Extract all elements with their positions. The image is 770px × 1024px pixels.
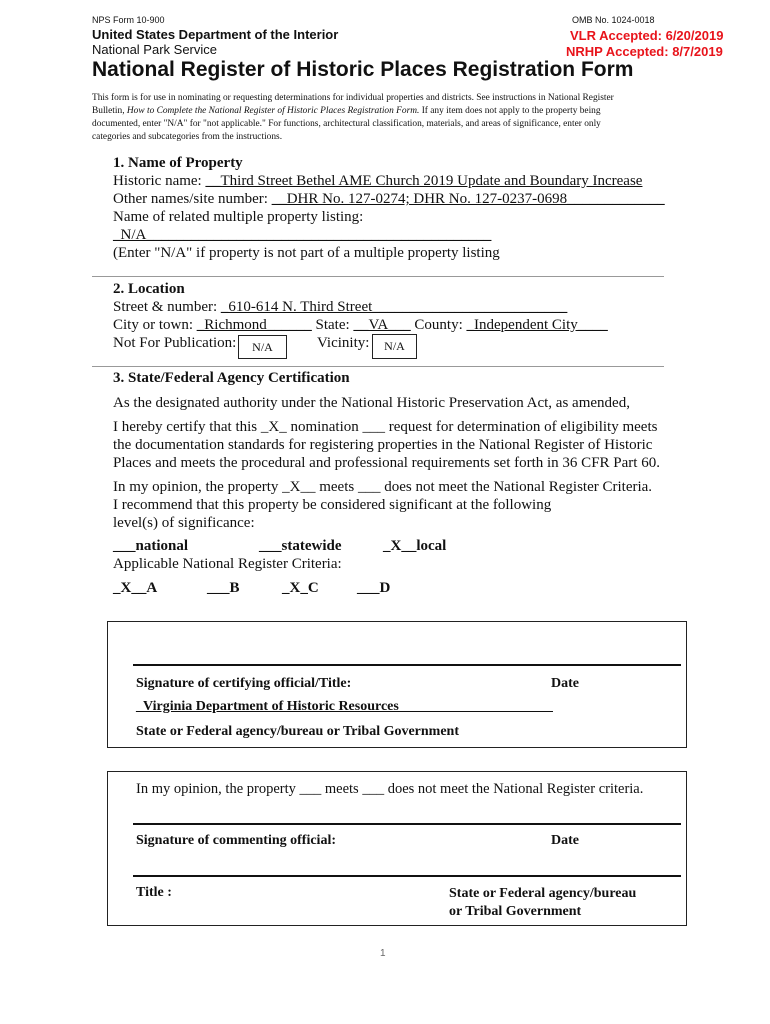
street-row xyxy=(113,299,567,316)
vlr-accepted-stamp: VLR Accepted: 6/20/2019 xyxy=(570,28,724,43)
historic-name-row xyxy=(113,173,642,190)
city-label: City or town: xyxy=(113,317,197,333)
level-national[interactable]: ___national xyxy=(113,538,189,554)
criteria-label: Applicable National Register Criteria: xyxy=(113,556,342,572)
publication-field[interactable]: N/A xyxy=(238,335,287,359)
divider xyxy=(92,276,664,277)
city-field[interactable]: _Richmond______ xyxy=(196,317,312,333)
commenting-title-label: Title : xyxy=(136,885,172,900)
vicinity-label: Vicinity: xyxy=(317,335,370,351)
city-row xyxy=(113,317,608,334)
level-statewide[interactable]: ___statewide xyxy=(259,538,342,554)
authority-statement: As the designated authority under the National Historic Preservation Act, as amended, xyxy=(113,395,630,411)
commenting-date-label: Date xyxy=(551,833,579,848)
publication-label: Not For Publication: xyxy=(113,335,237,351)
historic-name-field[interactable]: __Third Street Bethel AME Church 2019 Update and Boundary Increase xyxy=(205,173,643,189)
form-title: National Register of Historic Places Registration Form xyxy=(92,58,634,81)
intro-paragraph: This form is for use in nominating or requesting determinations for individual properties and districts. See instructions in National Register Bulletin, How to Complete the National Register of Historic Places Registration Form. If any item does not apply to the property being documented, enter "N/A" for "not applicable." For functions, architectural classification, materials, and areas of significance, enter only categories and subcategories from the instructions. xyxy=(92,93,614,142)
certifying-agency-label: State or Federal agency/bureau or Tribal Government xyxy=(136,724,460,739)
certifying-agency-field[interactable]: _Virginia Department of Historic Resources______________________ xyxy=(136,699,553,714)
criterion-d[interactable]: ___D xyxy=(357,580,391,596)
multiple-property-note: (Enter "N/A" if property is not part of a multiple property listing xyxy=(113,245,500,261)
criterion-c[interactable]: _X_C xyxy=(282,580,319,596)
omb-number: OMB No. 1024-0018 xyxy=(572,15,655,25)
section-1-heading: 1. Name of Property xyxy=(113,155,243,171)
nrhp-accepted-stamp: NRHP Accepted: 8/7/2019 xyxy=(566,44,723,59)
page-number: 1 xyxy=(380,948,386,959)
state-field[interactable]: __VA___ xyxy=(353,317,411,333)
county-label: County: xyxy=(410,317,467,333)
certification-paragraph: I hereby certify that this _X_ nomination ___ request for determination of eligibility meets the documentation standards for registering properties in the National Register of Historic Places and meets the procedural and professional requirements set forth in 36 CFR Part 60. xyxy=(113,419,660,471)
department-name: United States Department of the Interior xyxy=(92,27,339,42)
commenting-opinion: In my opinion, the property ___ meets ___ does not meet the National Register criteria. xyxy=(136,781,644,797)
criterion-a[interactable]: _X__A xyxy=(113,580,158,596)
other-names-field[interactable]: __DHR No. 127-0274; DHR No. 127-0237-0698_____________ xyxy=(271,191,665,207)
commenting-agency-label: State or Federal agency/bureau or Tribal Government xyxy=(449,886,637,919)
historic-name-label: Historic name: xyxy=(113,173,206,189)
street-label: Street & number: xyxy=(113,299,221,315)
state-label: State: xyxy=(311,317,354,333)
vicinity-field[interactable]: N/A xyxy=(372,334,417,359)
street-field[interactable]: _610-614 N. Third Street__________________________ xyxy=(220,299,568,315)
criterion-b[interactable]: ___B xyxy=(207,580,240,596)
certifying-signature-label: Signature of certifying official/Title: xyxy=(136,676,352,691)
commenting-signature-line[interactable] xyxy=(133,823,681,825)
county-field[interactable]: _Independent City____ xyxy=(466,317,608,333)
service-name: National Park Service xyxy=(92,42,217,57)
multiple-property-label: Name of related multiple property listing: xyxy=(113,209,364,225)
other-names-row xyxy=(113,191,665,208)
certifying-signature-line[interactable] xyxy=(133,664,681,666)
commenting-signature-label: Signature of commenting official: xyxy=(136,833,336,848)
form-number: NPS Form 10-900 xyxy=(92,15,165,25)
opinion-paragraph: In my opinion, the property _X__ meets ___ does not meet the National Register Criteria. I recommend that this property be considered significant at the following level(s) of significance: xyxy=(113,479,653,531)
multiple-property-field[interactable]: _N/A______________________________________________ xyxy=(113,227,492,243)
section-2-heading: 2. Location xyxy=(113,281,185,297)
certifying-date-label: Date xyxy=(551,676,579,691)
level-local[interactable]: _X__local xyxy=(383,538,447,554)
other-names-label: Other names/site number: xyxy=(113,191,272,207)
divider xyxy=(92,366,664,367)
section-3-heading: 3. State/Federal Agency Certification xyxy=(113,370,350,386)
commenting-title-line[interactable] xyxy=(133,875,681,877)
